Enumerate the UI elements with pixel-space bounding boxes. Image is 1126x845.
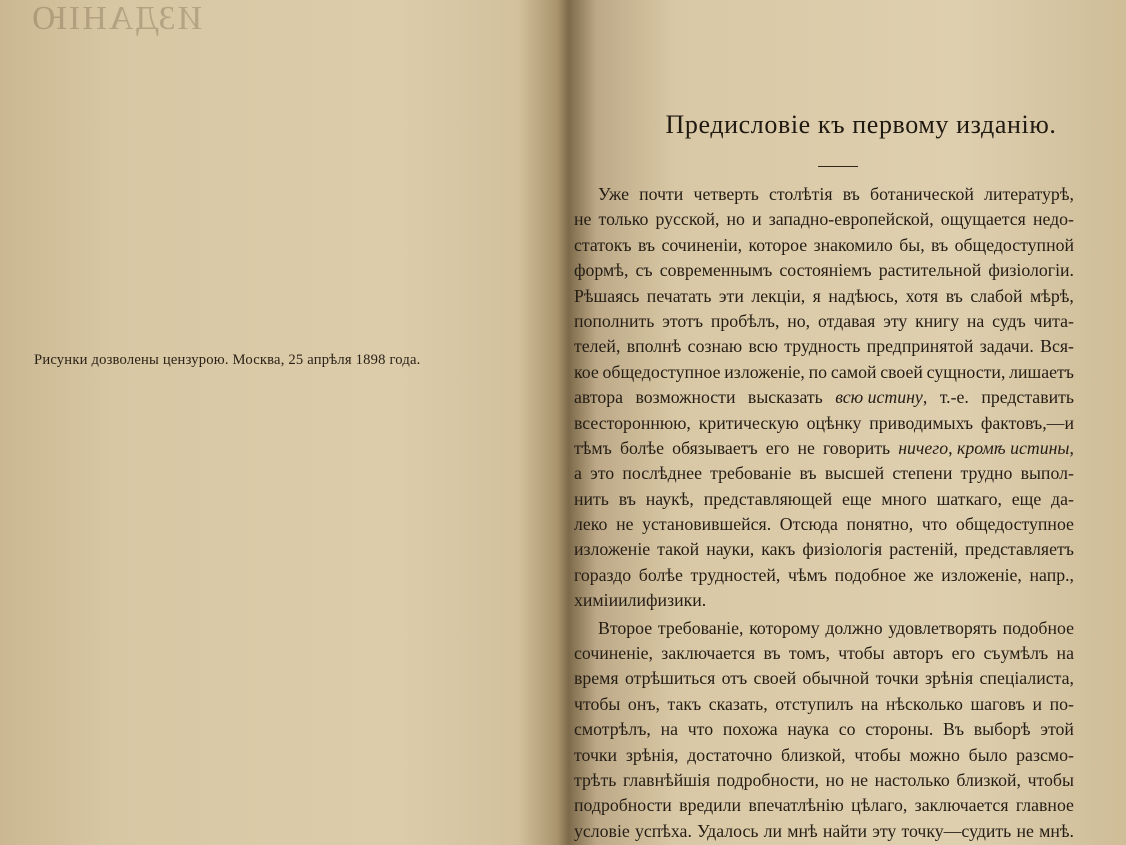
- word: можно: [909, 744, 960, 765]
- word: въ: [842, 184, 860, 204]
- word: всю: [748, 336, 778, 357]
- word: шаговъ: [970, 693, 1025, 714]
- word: въ: [931, 234, 949, 255]
- word: въ: [763, 643, 781, 664]
- word: въ: [618, 488, 636, 509]
- word: говорить: [822, 437, 891, 458]
- word: физіологіи.: [988, 260, 1074, 281]
- text-line: [574, 768, 1074, 793]
- text-line: [574, 487, 1074, 512]
- word: этой: [1040, 719, 1074, 740]
- word: не: [1016, 820, 1034, 841]
- word: самой: [830, 361, 877, 382]
- word: сказать,: [708, 693, 768, 714]
- word: состояніемъ: [779, 260, 872, 281]
- word: зрѣнія,: [625, 744, 679, 765]
- word: т.-е.: [939, 387, 969, 408]
- word: зрѣнія: [925, 668, 974, 689]
- italic-phrase: ничего, кромѣ истины,: [898, 437, 1074, 458]
- word: заключается: [661, 643, 756, 664]
- text-line: [574, 207, 1074, 232]
- text-line: [574, 793, 1074, 818]
- word: растительной: [878, 260, 982, 281]
- word: пополнить: [574, 310, 655, 331]
- word: точки: [574, 744, 618, 765]
- text-line: [574, 717, 1074, 742]
- word: изложеніе: [574, 539, 651, 560]
- word: подробности: [574, 795, 672, 816]
- word: мнѣ: [787, 820, 818, 841]
- word: отдавая: [817, 310, 876, 331]
- word: точку—судить: [901, 820, 1012, 841]
- word: а: [574, 463, 582, 484]
- left-page: [0, 0, 548, 845]
- word: статокъ: [574, 234, 632, 255]
- word: нѣсколько: [885, 693, 963, 714]
- text-line: [574, 309, 1074, 334]
- word: трѣть: [574, 769, 617, 790]
- word: Рѣшаясь: [574, 285, 640, 306]
- word: чѣмъ: [788, 564, 828, 585]
- word: отъ: [721, 668, 748, 689]
- word: хотя: [905, 285, 939, 306]
- word: этотъ: [662, 310, 704, 331]
- word: его: [951, 643, 976, 664]
- word: въ: [799, 463, 817, 484]
- text-line: [574, 666, 1074, 691]
- italic-phrase: всю истину,: [835, 387, 928, 408]
- word: наукѣ,: [645, 488, 694, 509]
- word: общедоступное: [602, 361, 721, 382]
- word: эту: [883, 310, 908, 331]
- word: автора: [574, 387, 624, 408]
- word: физіологія: [802, 539, 883, 560]
- word: сочиненіи,: [661, 234, 743, 255]
- word: со: [838, 719, 856, 740]
- word: фактовъ,—и: [980, 412, 1074, 433]
- word: на: [966, 310, 985, 331]
- word: но: [825, 769, 844, 790]
- word: трудностей,: [690, 564, 781, 585]
- word: близкой,: [956, 769, 1021, 790]
- word: но,: [787, 310, 811, 331]
- word: общедоступной: [954, 234, 1074, 255]
- word: отрѣшиться: [624, 668, 716, 689]
- word: и: [752, 209, 762, 230]
- word: точки: [875, 668, 919, 689]
- word: же: [913, 564, 934, 585]
- word: нить: [574, 488, 609, 509]
- text-line: [574, 182, 1074, 207]
- word: чтобы: [838, 643, 885, 664]
- word: въ: [945, 285, 963, 306]
- word: его: [765, 437, 790, 458]
- word: изложеніе,: [941, 564, 1022, 585]
- word: Удалось: [697, 820, 759, 841]
- word: которое: [748, 234, 808, 255]
- word: было: [968, 744, 1008, 765]
- word: заключается: [914, 795, 1009, 816]
- word: авторъ: [892, 643, 944, 664]
- word: науки,: [706, 539, 755, 560]
- word: съ: [635, 260, 653, 281]
- word: на: [1056, 643, 1074, 664]
- word: лекціи,: [751, 285, 806, 306]
- word: впечатлѣнію: [748, 795, 844, 816]
- word: литературѣ,: [984, 184, 1074, 204]
- word: бы,: [899, 234, 925, 255]
- word: чита-: [1033, 310, 1074, 331]
- word: болѣе: [638, 564, 683, 585]
- word: онъ,: [627, 693, 660, 714]
- word: ли: [763, 820, 783, 841]
- word: чтобы: [854, 744, 901, 765]
- text-line: [574, 537, 1074, 562]
- word: должно: [825, 617, 883, 638]
- body-text: [574, 182, 1074, 844]
- word: томъ,: [788, 643, 830, 664]
- word: книгу: [915, 310, 959, 331]
- word: выборѣ: [973, 719, 1031, 740]
- word: достаточно: [687, 744, 773, 765]
- word: тѣмъ: [574, 437, 612, 458]
- text-line: [574, 692, 1074, 717]
- word: всестороннюю,: [574, 412, 691, 433]
- word: четверть: [693, 184, 759, 204]
- word: Отсюда: [779, 514, 838, 535]
- word: разсмо-: [1016, 744, 1074, 765]
- word: своей: [753, 668, 797, 689]
- word: вредили: [679, 795, 742, 816]
- word: это: [590, 463, 615, 484]
- word: русской,: [655, 209, 720, 230]
- word: высказать: [747, 387, 823, 408]
- word: растеній,: [889, 539, 958, 560]
- word: леко: [574, 514, 608, 535]
- heading-divider: [818, 166, 858, 167]
- word: или: [618, 590, 647, 611]
- word: послѣднее: [622, 463, 702, 484]
- word: сознаю: [687, 336, 743, 357]
- text-line: [574, 360, 1074, 385]
- word: приводимыхъ: [869, 412, 974, 433]
- word: формѣ,: [574, 260, 629, 281]
- word: общедоступное: [955, 514, 1074, 535]
- word: обязываетъ: [672, 437, 758, 458]
- text-line: [574, 436, 1074, 461]
- word: обычной: [802, 668, 870, 689]
- word: трудно: [960, 463, 1013, 484]
- word: да-: [1051, 488, 1074, 509]
- word: современнымъ: [659, 260, 773, 281]
- text-line: [574, 258, 1074, 283]
- word: отступилъ: [775, 693, 854, 714]
- word: и: [1032, 693, 1043, 714]
- word: какъ: [761, 539, 796, 560]
- word: представить: [981, 387, 1074, 408]
- word: мнѣ.: [1039, 820, 1074, 841]
- word: возможности: [635, 387, 736, 408]
- word: западно-европейской,: [768, 209, 934, 230]
- paragraphs: [574, 182, 1074, 844]
- word: не: [574, 209, 592, 230]
- word: выпол-: [1020, 463, 1074, 484]
- word: Въ: [942, 719, 965, 740]
- word: по-: [1049, 693, 1074, 714]
- text-line: [574, 461, 1074, 486]
- word: гораздо: [574, 564, 632, 585]
- word: оцѣнку: [806, 412, 862, 433]
- text-line: [574, 563, 1074, 588]
- text-line: [574, 233, 1074, 258]
- word: цѣлаго,: [851, 795, 908, 816]
- word: что: [921, 514, 948, 535]
- word: на: [660, 719, 678, 740]
- word: еще: [842, 488, 872, 509]
- word: чтобы: [1027, 769, 1074, 790]
- word: по: [808, 361, 828, 382]
- show-through-text: ИЗДАНІЮ: [30, 0, 203, 37]
- word: изложеніе,: [724, 361, 805, 382]
- word: въ: [637, 234, 656, 255]
- word: съумѣлъ: [983, 643, 1049, 664]
- word: болѣе: [619, 437, 665, 458]
- word: почти: [639, 184, 684, 204]
- word: вполнѣ: [626, 336, 682, 357]
- word: Уже: [598, 184, 629, 204]
- word: ботанической: [870, 184, 974, 204]
- word: такой: [657, 539, 700, 560]
- word: не: [797, 437, 815, 458]
- word: Вся-: [1040, 336, 1074, 357]
- word: понятно,: [846, 514, 914, 535]
- word: смотрѣлъ,: [574, 719, 651, 740]
- word: подобное: [834, 564, 907, 585]
- word: столѣтія: [769, 184, 833, 204]
- word: представляющей: [703, 488, 833, 509]
- paragraph: [574, 182, 1074, 614]
- word: Второе: [598, 617, 653, 638]
- word: установившейся.: [642, 514, 772, 535]
- word: настолько: [874, 769, 950, 790]
- word: пробѣлъ,: [710, 310, 780, 331]
- word: физики.: [646, 590, 707, 611]
- right-page: [556, 0, 1126, 845]
- text-line: [574, 512, 1074, 537]
- word: степени: [892, 463, 953, 484]
- word: своей: [880, 361, 923, 382]
- text-line: [574, 819, 1074, 844]
- censorship-note: Рисунки дозволены цензурою. Москва, 25 апрѣля 1898 года.: [34, 352, 421, 368]
- word: требованіе,: [657, 617, 744, 638]
- word: знакомило: [813, 234, 893, 255]
- word: лишаетъ: [1009, 361, 1074, 382]
- word: такъ: [667, 693, 702, 714]
- word: еще: [1011, 488, 1042, 509]
- text-line: [574, 284, 1074, 309]
- word: наука: [787, 719, 830, 740]
- paragraph: [574, 616, 1074, 845]
- text-line: [574, 588, 1074, 613]
- word: судъ: [992, 310, 1026, 331]
- word: недо-: [1032, 209, 1074, 230]
- word: не: [616, 514, 634, 535]
- page-heading: Предисловіе къ первому изданію.: [665, 110, 1057, 139]
- word: кое: [574, 361, 599, 382]
- word: я: [812, 285, 821, 306]
- word: ощущается: [940, 209, 1026, 230]
- word: только: [598, 209, 649, 230]
- word: главнѣйшія: [623, 769, 711, 790]
- word: эти: [718, 285, 744, 306]
- word: но: [726, 209, 745, 230]
- word: представляетъ: [965, 539, 1074, 560]
- word: мѣрѣ,: [1029, 285, 1074, 306]
- word: трудность: [784, 336, 861, 357]
- word: условіе: [574, 820, 630, 841]
- word: печатать: [646, 285, 712, 306]
- word: что: [687, 719, 714, 740]
- word: надѣюсь,: [828, 285, 899, 306]
- text-line: [574, 334, 1074, 359]
- word: критическую: [698, 412, 799, 433]
- word: задачи.: [979, 336, 1034, 357]
- text-line: [574, 641, 1074, 666]
- word: удовлетворять: [888, 617, 997, 638]
- word: близкой,: [781, 744, 846, 765]
- word: химіи: [574, 590, 619, 611]
- word: сочиненіе,: [574, 643, 653, 664]
- word: подробности,: [716, 769, 819, 790]
- word: спеціалиста,: [979, 668, 1074, 689]
- word: главное: [1015, 795, 1074, 816]
- word: напр.,: [1029, 564, 1074, 585]
- text-line: [574, 411, 1074, 436]
- text-line: [574, 616, 1074, 641]
- word: найти: [822, 820, 868, 841]
- text-line: [574, 385, 1074, 410]
- word: стороны.: [865, 719, 934, 740]
- word: подобное: [1002, 617, 1074, 638]
- word: похожа: [722, 719, 778, 740]
- word: сущности,: [926, 361, 1006, 382]
- word: не: [850, 769, 869, 790]
- word: требованіе: [710, 463, 792, 484]
- word: на: [860, 693, 879, 714]
- text-line: [574, 743, 1074, 768]
- word: предпринятой: [866, 336, 974, 357]
- word: телей,: [574, 336, 621, 357]
- word: которому: [749, 617, 820, 638]
- word: успѣха.: [634, 820, 692, 841]
- word: высшей: [824, 463, 885, 484]
- word: слабой: [970, 285, 1023, 306]
- word: время: [574, 668, 619, 689]
- word: эту: [872, 820, 897, 841]
- word: шаткаго,: [936, 488, 1002, 509]
- word: много: [881, 488, 927, 509]
- word: чтобы: [574, 693, 621, 714]
